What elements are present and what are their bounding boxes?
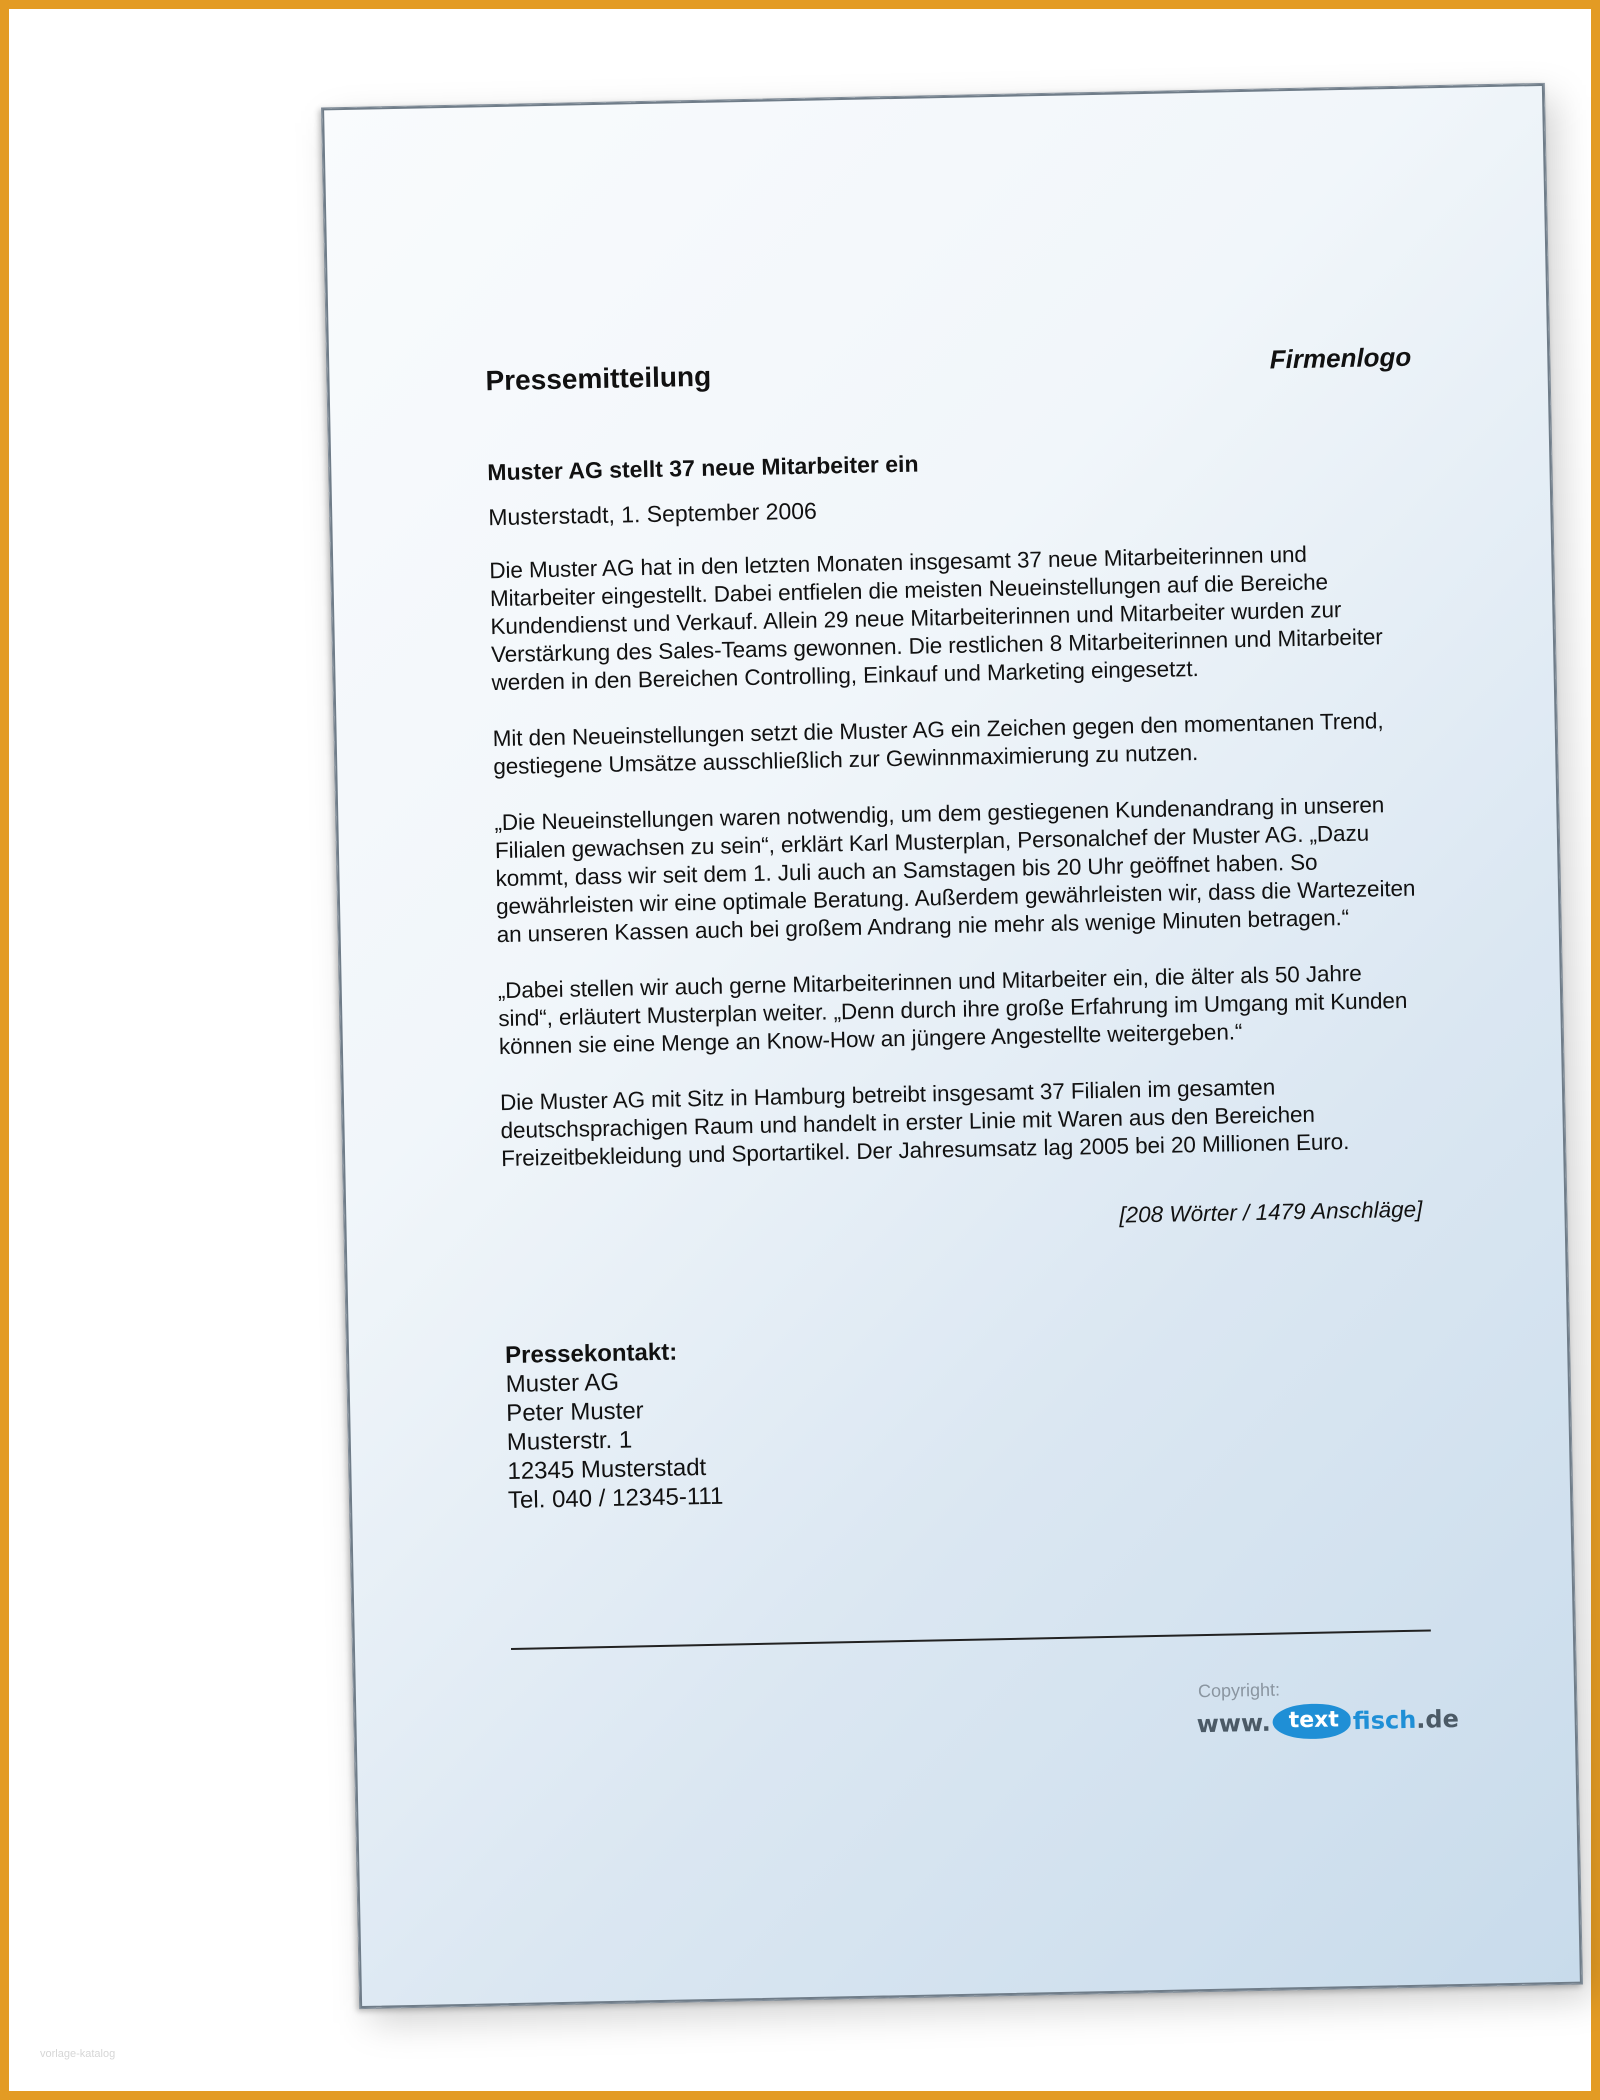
paragraph: Mit den Neueinstellungen setzt die Muster AG ein Zeichen gegen den momentanen Trend, gestiegene Umsätze ausschließlich zur Gewinnmaximierung zu nutzen. [492, 708, 1384, 780]
logo-fisch: fisch [1352, 1705, 1417, 1735]
contact-line: Peter Muster [506, 1397, 644, 1428]
textfisch-logo [1196, 1702, 1460, 1742]
contact-line: Musterstr. 1 [506, 1426, 633, 1457]
paragraph: Die Muster AG mit Sitz in Hamburg betreibt insgesamt 37 Filialen im gesamten deutschsprachigen Raum und handelt in erster Linie mit Waren aus den Bereichen Freizeitbekleidung und Sportartikel. Der Jahresumsatz lag 2005 bei 20 Millionen Euro. [499, 1074, 1350, 1172]
document-heading: Pressemitteilung [485, 360, 712, 397]
press-contact [505, 1323, 1428, 1515]
contact-line: 12345 Musterstadt [507, 1454, 707, 1486]
document-page [321, 83, 1583, 2009]
copyright-block [1196, 1677, 1460, 1742]
word-count: [208 Wörter / 1479 Anschläge] [1119, 1196, 1423, 1228]
paragraph: Die Muster AG hat in den letzten Monaten insgesamt 37 neue Mitarbeiterinnen und Mitarbeiter eingestellt. Dabei entfielen die meisten Neueinstellungen auf die Bereiche Kundendienst und Verkauf. Allein 29 neue Mitarbeiterinnen und Mitarbeiter wurden zur Verstärkung des Sales-Teams gewonnen. Die restlichen 8 Mitarbeiterinnen und Mitarbeiter werden in den Bereichen Controlling, Einkauf und Marketing eingesetzt. [489, 541, 1383, 696]
logo-www: www. [1196, 1708, 1272, 1738]
logo-fish-icon: text [1272, 1703, 1351, 1740]
watermark: vorlage-katalog [40, 2048, 116, 2060]
paragraph: „Dabei stellen wir auch gerne Mitarbeiterinnen und Mitarbeiter ein, die älter als 50 Jahre sind“, erläutert Musterplan weiter. „Denn durch ihre große Erfahrung im Umgang mit Kunden können sie eine Menge an Know-How an jüngere Angestellte weitergeben.“ [497, 960, 1408, 1060]
document-body [485, 347, 1428, 1515]
press-contact-label: Pressekontakt: [504, 1338, 678, 1370]
paragraph: „Die Neueinstellungen waren notwendig, um dem gestiegenen Kundenandrang in unseren Filialen gewachsen zu sein“, erklärt Karl Musterplan, Personalchef der Muster AG. „Dazu kommt, dass wir seit dem 1. Juli auch an Samstagen bis 20 Uhr geöffnet haben. So gewährleisten wir eine optimale Beratung. Außerdem gewährleisten wir, dass die Wartezeiten an unseren Kassen auch bei großem Andrang nie mehr als wenige Minuten betragen.“ [494, 792, 1416, 948]
contact-line: Tel. 040 / 12345-111 [507, 1482, 724, 1514]
contact-line: Muster AG [505, 1368, 620, 1399]
copyright-label: Copyright: [1197, 1679, 1281, 1702]
company-logo-placeholder: Firmenlogo [1269, 341, 1412, 375]
dateline: Musterstadt, 1. September 2006 [488, 497, 818, 531]
logo-de: .de [1415, 1704, 1460, 1734]
press-release-title: Muster AG stellt 37 neue Mitarbeiter ein [487, 450, 919, 486]
divider-line [511, 1630, 1431, 1650]
